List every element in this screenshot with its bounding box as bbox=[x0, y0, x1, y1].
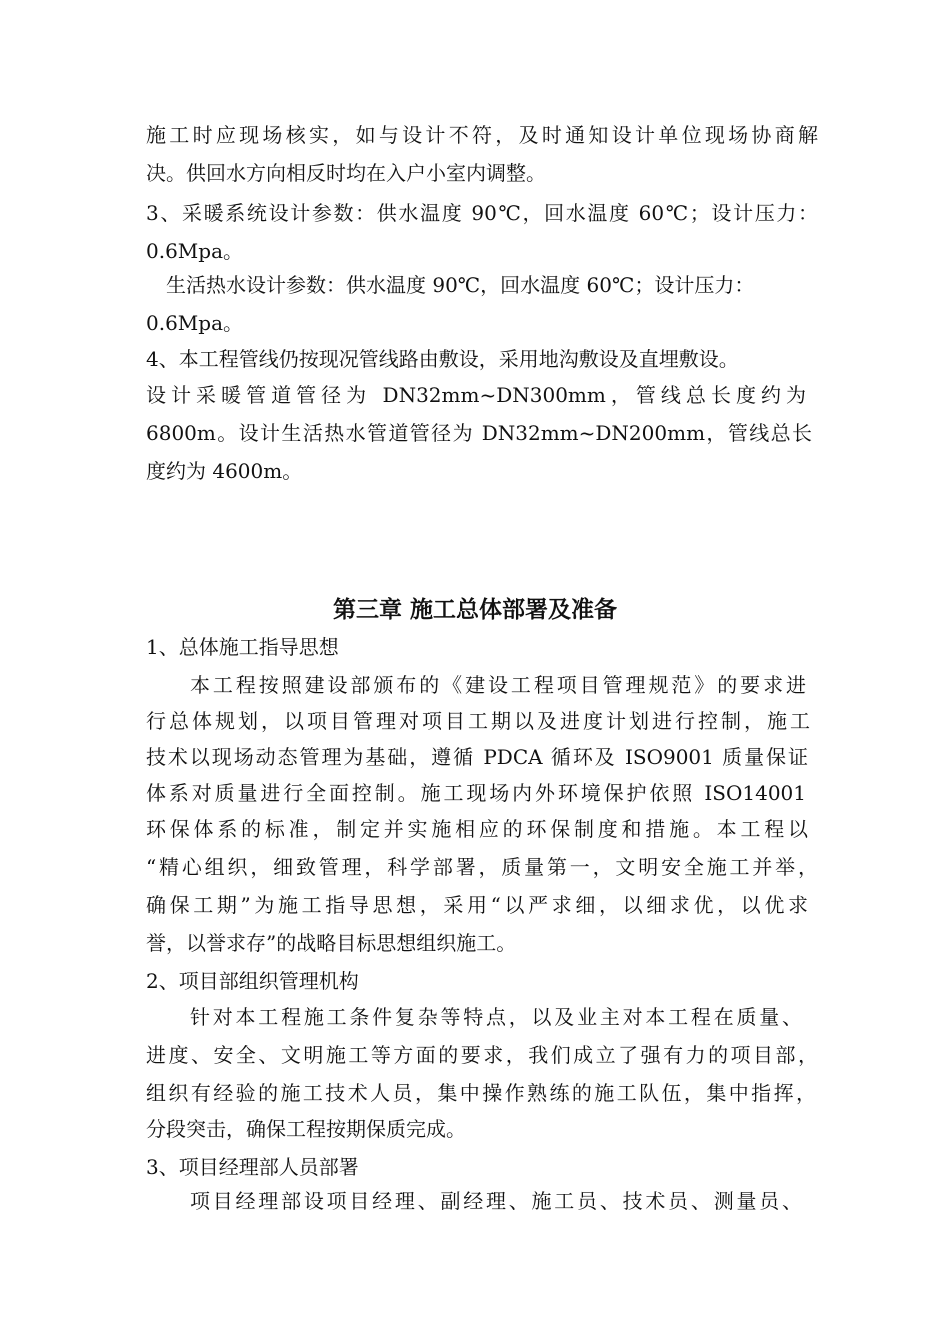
paragraph-line: 组织有经验的施工技术人员，集中操作熟练的施工队伍，集中指挥， bbox=[146, 1081, 816, 1105]
section-heading: 2、项目部组织管理机构 bbox=[146, 969, 359, 993]
paragraph-line: 体系对质量进行全面控制。施工现场内外环境保护依照 ISO14001 bbox=[146, 781, 806, 805]
paragraph-line: “精心组织，细致管理，科学部署，质量第一，文明安全施工并举， bbox=[146, 855, 818, 879]
paragraph-line: 环保体系的标准，制定并实施相应的环保制度和措施。本工程以 bbox=[146, 817, 808, 841]
paragraph-line: 分段突击，确保工程按期保质完成。 bbox=[146, 1117, 466, 1141]
section-heading: 1、总体施工指导思想 bbox=[146, 635, 339, 659]
paragraph-line: 行总体规划，以项目管理对项目工期以及进度计划进行控制，施工 bbox=[146, 709, 810, 733]
paragraph-line: 进度、安全、文明施工等方面的要求，我们成立了强有力的项目部， bbox=[146, 1043, 818, 1067]
paragraph-line: 6800m。设计生活热水管道管径为 DN32mm~DN200mm，管线总长 bbox=[146, 421, 812, 445]
paragraph-line: 誉，以誉求存”的战略目标思想组织施工。 bbox=[146, 931, 517, 955]
paragraph-line: 项目经理部设项目经理、副经理、施工员、技术员、测量员、 bbox=[190, 1189, 802, 1213]
paragraph-line: 0.6Mpa。 bbox=[146, 311, 244, 335]
section-heading: 3、项目经理部人员部署 bbox=[146, 1155, 359, 1179]
paragraph-line: 决。供回水方向相反时均在入户小室内调整。 bbox=[146, 161, 546, 185]
paragraph-line: 0.6Mpa。 bbox=[146, 239, 244, 263]
paragraph-line: 度约为 4600m。 bbox=[146, 459, 303, 483]
paragraph-line: 针对本工程施工条件复杂等特点，以及业主对本工程在质量、 bbox=[190, 1005, 802, 1029]
paragraph-line: 施工时应现场核实，如与设计不符，及时通知设计单位现场协商解 bbox=[146, 123, 818, 147]
paragraph-line: 本工程按照建设部颁布的《建设工程项目管理规范》的要求进 bbox=[190, 673, 806, 697]
paragraph-line: 技术以现场动态管理为基础，遵循 PDCA 循环及 ISO9001 质量保证 bbox=[146, 745, 808, 769]
chapter-title: 第三章 施工总体部署及准备 bbox=[332, 596, 617, 623]
paragraph-line: 3、采暖系统设计参数：供水温度 90℃，回水温度 60℃；设计压力： bbox=[146, 201, 818, 225]
paragraph-line: 生活热水设计参数：供水温度 90℃，回水温度 60℃；设计压力： bbox=[166, 273, 755, 297]
paragraph-line: 确保工期”为施工指导思想，采用“以严求细，以细求优，以优求 bbox=[146, 893, 808, 917]
paragraph-line: 设计采暖管道管径为 DN32mm~DN300mm，管线总长度约为 bbox=[146, 383, 806, 407]
paragraph-line: 4、本工程管线仍按现况管线路由敷设，采用地沟敷设及直埋敷设。 bbox=[146, 347, 739, 371]
